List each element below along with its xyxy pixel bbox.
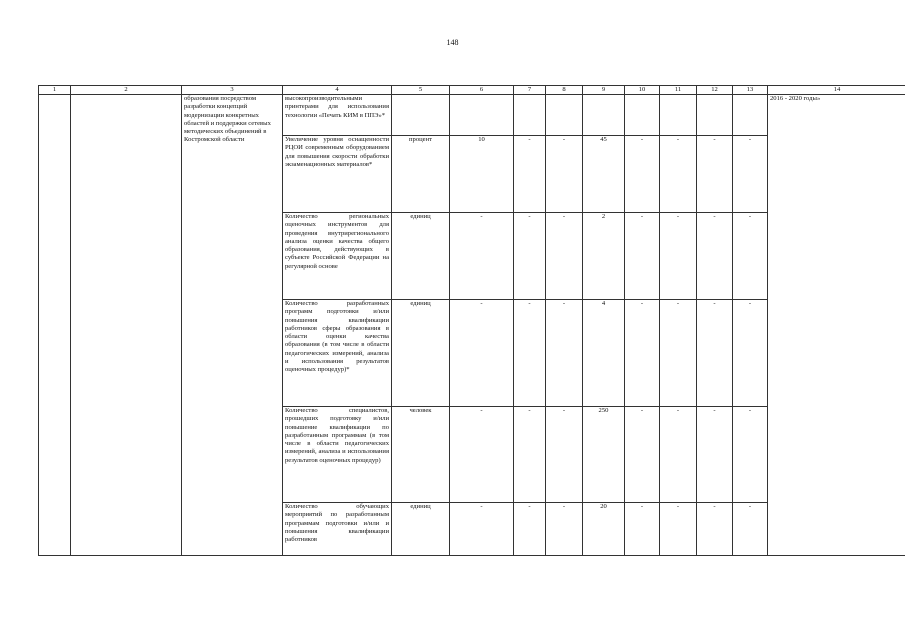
indicators-table [38,85,905,556]
value-cell: - [697,503,733,556]
value-cell: - [546,300,583,407]
indicator-name: Количество региональных оценочных инструментов для проведения внутрирегионального анализа оценки качества общего образования, действующих в субъекте Российской Федерации на регулярной основе [283,213,392,300]
col-header: 2 [71,86,182,95]
value-cell: - [733,300,768,407]
value-cell: - [514,503,546,556]
col-header: 9 [583,86,625,95]
value-cell: - [546,213,583,300]
value-cell: - [450,503,514,556]
value-cell: - [625,136,660,213]
indicator-name: Количество специалистов, прошедших подготовку и/или повышение квалификации по разработанным программам (в том числе в области педагогических измерений, анализа и использования результатов оценочных процедур) [283,407,392,503]
value-cell [660,95,697,136]
col-header: 12 [697,86,733,95]
value-cell: - [625,213,660,300]
value-cell: - [514,407,546,503]
unit-cell: единиц [392,300,450,407]
value-cell: - [546,407,583,503]
indicator-name: высокопроизводительными принтерами для использования технологии «Печать КИМ в ППЭ»* [283,95,392,136]
value-cell: - [625,407,660,503]
value-cell: - [697,407,733,503]
unit-cell: единиц [392,213,450,300]
value-cell: 250 [583,407,625,503]
value-cell: - [660,503,697,556]
value-cell: - [733,503,768,556]
value-cell [697,95,733,136]
value-cell: - [450,213,514,300]
cell-col1 [39,95,71,556]
value-cell: - [660,300,697,407]
value-cell [514,95,546,136]
indicator-name: Количество обучающих мероприятий по разработанным программам подготовки и/или и повышения квалификации работников [283,503,392,556]
value-cell: - [514,300,546,407]
indicator-name: Количество разработанных программ подготовки и/или повышения квалификации работников сферы образования в области оценки качества образования (в том числе в области педагогических измерений, анализа и использования результатов оценочных процедур)* [283,300,392,407]
value-cell: 4 [583,300,625,407]
task-description-cell: образования посредством разработки концепций модернизации конкретных областей и поддержки сетевых методических объединений в Костромской области [182,95,283,556]
value-cell: - [514,136,546,213]
period-cell: 2016 - 2020 годы» [768,95,905,556]
value-cell: - [546,136,583,213]
col-header: 5 [392,86,450,95]
col-header: 6 [450,86,514,95]
value-cell: - [450,407,514,503]
value-cell: - [660,407,697,503]
value-cell: - [450,300,514,407]
unit-cell [392,95,450,136]
unit-cell: единиц [392,503,450,556]
cell-col2 [71,95,182,556]
value-cell: - [660,213,697,300]
value-cell: 10 [450,136,514,213]
value-cell [546,95,583,136]
value-cell [625,95,660,136]
unit-cell: процент [392,136,450,213]
value-cell: - [697,300,733,407]
value-cell: - [733,407,768,503]
value-cell: - [546,503,583,556]
value-cell: - [697,213,733,300]
header-row [39,86,905,95]
table-row [39,95,905,136]
col-header: 7 [514,86,546,95]
value-cell [450,95,514,136]
value-cell: - [697,136,733,213]
value-cell: - [660,136,697,213]
value-cell: 45 [583,136,625,213]
value-cell [583,95,625,136]
col-header: 3 [182,86,283,95]
value-cell: 20 [583,503,625,556]
col-header: 11 [660,86,697,95]
col-header: 1 [39,86,71,95]
col-header: 4 [283,86,392,95]
value-cell: - [733,136,768,213]
page-number: 148 [446,38,459,47]
value-cell: - [514,213,546,300]
value-cell: - [625,300,660,407]
value-cell: - [733,213,768,300]
value-cell: - [625,503,660,556]
unit-cell: человек [392,407,450,503]
value-cell: 2 [583,213,625,300]
col-header: 10 [625,86,660,95]
col-header: 13 [733,86,768,95]
value-cell [733,95,768,136]
indicator-name: Увеличение уровня оснащенности РЦОИ современным оборудованием для повышения скорости обработки экзаменационных материалов* [283,136,392,213]
col-header: 8 [546,86,583,95]
col-header: 14 [768,86,905,95]
